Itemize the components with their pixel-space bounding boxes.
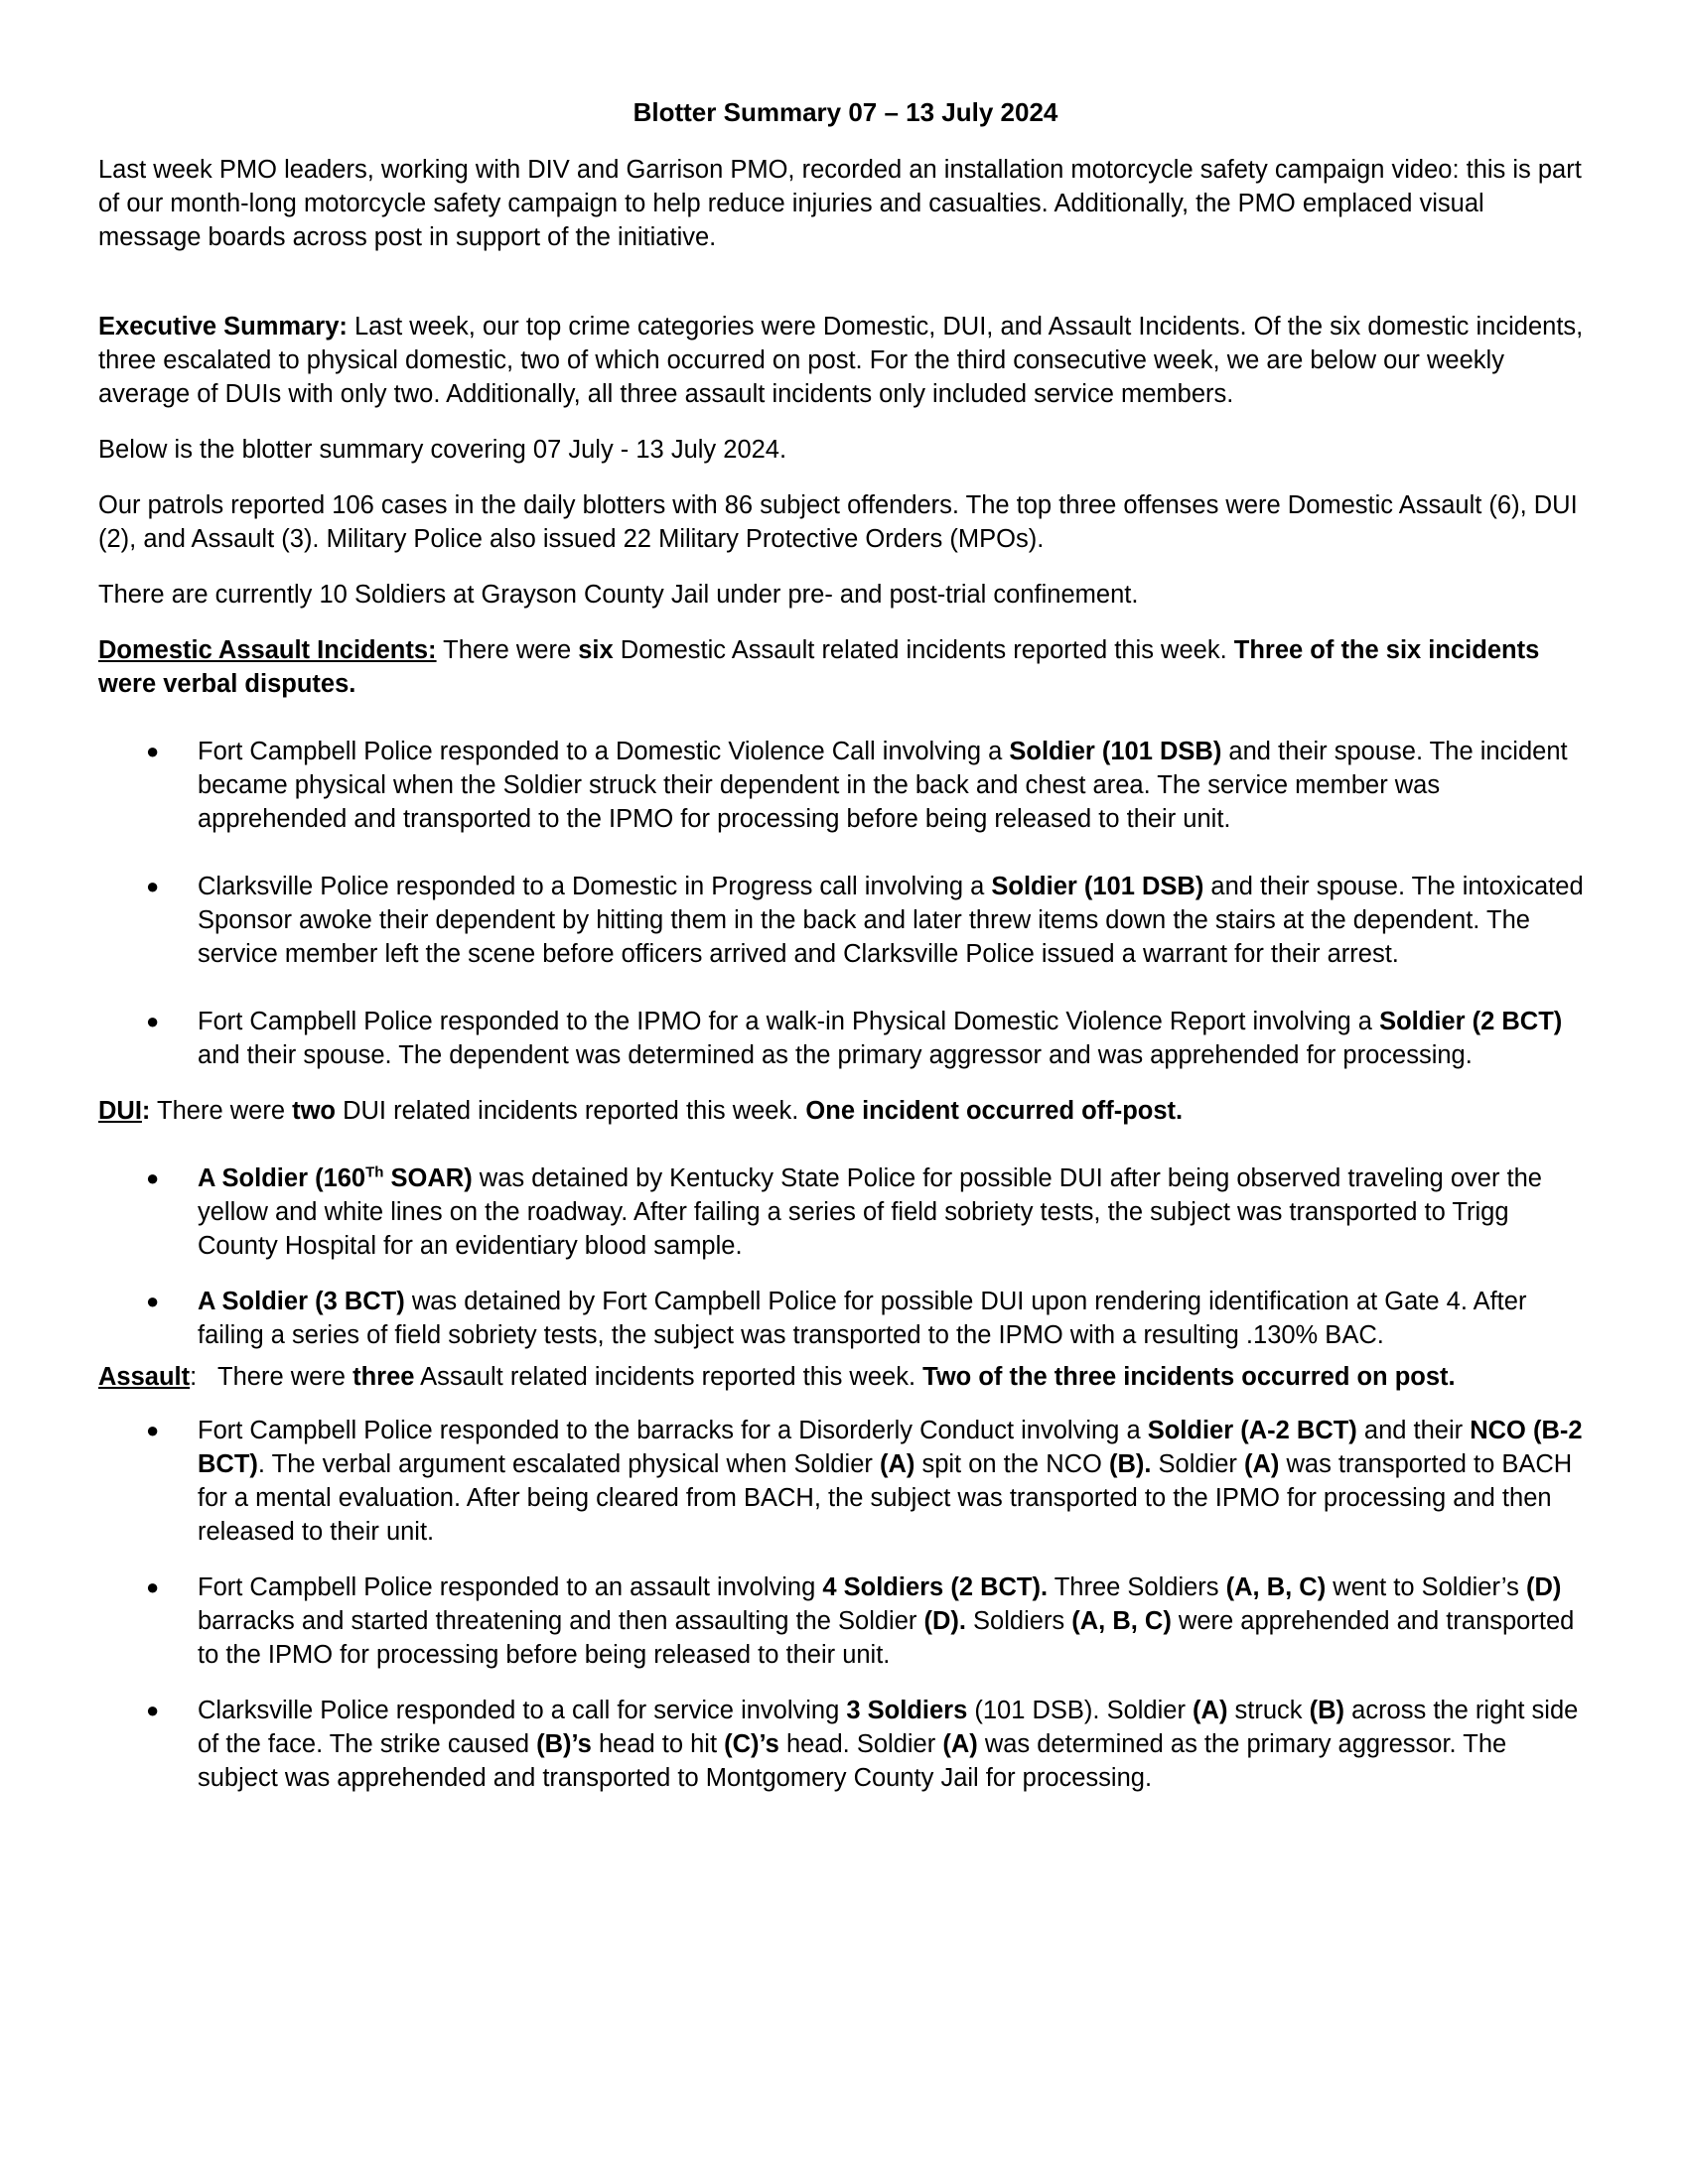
executive-summary: Executive Summary: Last week, our top crime categories were Domestic, DUI, and Assault Incidents. Of the six domestic incidents, three escalated to physical domestic, two of which occurred on post. For the third consecutive week, we are below our weekly average of DUIs with only two. Additionally, all three assault incidents only included service members. [98, 313, 1584, 408]
list-item: ● Fort Campbell Police responded to the IPMO for a walk-in Physical Domestic Violence Report involving a Soldier (2 BCT) and their spouse. The dependent was determined as the primary aggressor and was apprehended for processing. [98, 1005, 1593, 1072]
bullet-icon: ● [146, 1165, 160, 1190]
list-item: ● Clarksville Police responded to a Domestic in Progress call involving a Soldier (101 DSB) and their spouse. The intoxicated Sponsor awoke their dependent by hitting them in the back and later threw items down the stairs at the dependent. The service member left the scene before officers arrived and Clarksville Police issued a warrant for their arrest. [98, 870, 1593, 971]
patrols-paragraph: Our patrols reported 106 cases in the daily blotters with 86 subject offenders. The top three offenses were Domestic Assault (6), DUI (2), and Assault (3). Military Police also issued 22 Military Protective Orders (MPOs). [98, 491, 1578, 553]
list-item: ● A Soldier (160Th SOAR) was detained by Kentucky State Police for possible DUI after being observed traveling over the yellow and white lines on the roadway. After failing a series of field sobriety tests, the subject was transported to Trigg County Hospital for an evidentiary blood sample. [98, 1161, 1593, 1263]
assault-heading: Assault: There were three Assault related incidents reported this week. Two of the three incidents occurred on post. [98, 1363, 1456, 1391]
bullet-icon: ● [146, 874, 160, 898]
bullet-icon: ● [146, 1574, 160, 1599]
bullet-icon: ● [146, 1289, 160, 1313]
list-item: ● Fort Campbell Police responded to an assault involving 4 Soldiers (2 BCT). Three Soldiers (A, B, C) went to Soldier’s (D) barracks and started threatening and then assaulting the Soldier (D). Soldiers (A, B, C) were apprehended and transported to the IPMO for processing before being released to their unit. [98, 1570, 1593, 1672]
dui-label: DUI [98, 1097, 142, 1125]
intro-paragraph: Last week PMO leaders, working with DIV and Garrison PMO, recorded an installation motorcycle safety campaign video: this is part of our month-long motorcycle safety campaign to help reduce injuries and casualties. Additionally, the PMO emplaced visual message boards across post in support of the initiative. [98, 156, 1582, 251]
dui-heading: DUI: There were two DUI related incidents reported this week. One incident occurred off-post. [98, 1097, 1184, 1125]
assault-incident-list [98, 1414, 1593, 1795]
document-title: Blotter Summary 07 – 13 July 2024 [633, 97, 1058, 127]
assault-label: Assault [98, 1363, 191, 1391]
bullet-icon: ● [146, 739, 160, 763]
coverage-paragraph: Below is the blotter summary covering 07 July - 13 July 2024. [98, 436, 787, 464]
executive-summary-label: Executive Summary: [98, 313, 348, 341]
dui-incident-list [98, 1161, 1593, 1352]
domestic-heading: Domestic Assault Incidents: There were six Domestic Assault related incidents reported this week. Three of the six incidents were verbal disputes. [98, 636, 1540, 698]
list-item: ● A Soldier (3 BCT) was detained by Fort Campbell Police for possible DUI upon rendering identification at Gate 4. After failing a series of field sobriety tests, the subject was transported to the IPMO with a resulting .130% BAC. [98, 1285, 1593, 1352]
list-item: ● Clarksville Police responded to a call for service involving 3 Soldiers (101 DSB). Soldier (A) struck (B) across the right side of the face. The strike caused (B)’s head to hit (C)’s head. Soldier (A) was determined as the primary aggressor. The subject was apprehended and transported to Montgomery County Jail for processing. [98, 1694, 1593, 1795]
document-page [98, 95, 1593, 1795]
domestic-label: Domestic Assault Incidents: [98, 636, 437, 664]
list-item: ● Fort Campbell Police responded to a Domestic Violence Call involving a Soldier (101 DSB) and their spouse. The incident became physical when the Soldier struck their dependent in the back and chest area. The service member was apprehended and transported to the IPMO for processing before being released to their unit. [98, 735, 1593, 836]
domestic-incident-list [98, 735, 1593, 1072]
bullet-icon: ● [146, 1418, 160, 1442]
list-item: ● Fort Campbell Police responded to the barracks for a Disorderly Conduct involving a Soldier (A-2 BCT) and their NCO (B-2 BCT). The verbal argument escalated physical when Soldier (A) spit on the NCO (B). Soldier (A) was transported to BACH for a mental evaluation. After being cleared from BACH, the subject was transported to the IPMO for processing and then released to their unit. [98, 1414, 1593, 1549]
jail-paragraph: There are currently 10 Soldiers at Grayson County Jail under pre- and post-trial confinement. [98, 581, 1139, 609]
bullet-icon: ● [146, 1009, 160, 1033]
bullet-icon: ● [146, 1698, 160, 1722]
